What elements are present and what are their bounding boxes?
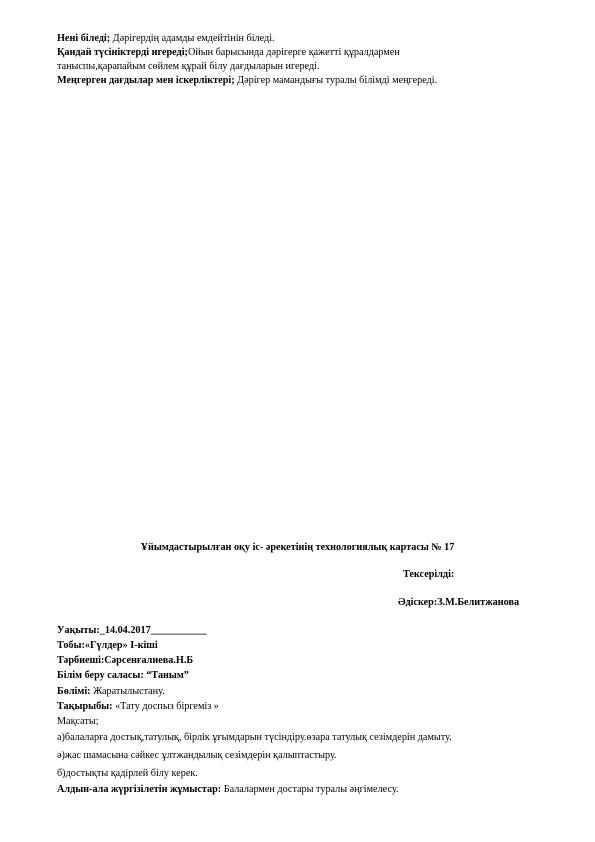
date-line <box>57 625 207 637</box>
skills-text: Дәрігер мамандығы туралы білімді меңгереді. <box>234 75 438 86</box>
section-value: Жаратылыстану. <box>90 686 165 697</box>
date-value: _14.04.2017___________ <box>99 625 207 636</box>
methodist-line: Әдіскер:З.М.Белитжанова <box>398 597 520 608</box>
topic-line <box>57 701 219 713</box>
known-line <box>57 33 275 45</box>
known-label: Нені біледі; <box>57 33 111 44</box>
section-label: Бөлімі: <box>57 686 91 697</box>
goal-b: ә)жас шамасына сәйкес ұлтжандылық сезімдерін қалыптастыру. <box>57 750 337 761</box>
area-label: Білім беру саласы: <box>57 670 144 681</box>
known-text: Дәрігердің адамды емдейтінін біледі. <box>110 33 275 44</box>
topic-label: Тақырыбы: <box>57 701 113 712</box>
skills-line <box>57 75 437 87</box>
date-label: Уақыты: <box>57 625 100 636</box>
concepts-text: Ойын барысында дәрігерге қажетті құралдармен <box>187 47 400 58</box>
concepts-label: Қандай түсініктерді игереді; <box>57 47 188 58</box>
goal-c: б)достықты қадірлей білу керек. <box>57 768 198 779</box>
section-line <box>57 686 165 698</box>
concepts-line <box>57 47 400 59</box>
teacher-line: Тәрбиеші:Сәрсенғалиева.Н.Б <box>57 655 194 666</box>
area-line <box>57 670 189 682</box>
goals-label: Мақсаты; <box>57 716 99 727</box>
goal-a: а)балаларға достық,татулық, бірлік ұғымдарын түсіндіру.өзара татулық сезімдерін дамыту. <box>57 732 452 743</box>
area-value: “Таным” <box>143 670 189 681</box>
prep-label: Алдын-ала жүргізілетін жұмыстар: <box>57 784 222 795</box>
concepts-line-2: таныспы,қарапайым сөйлем құрай білу дағдыларын игереді. <box>57 61 320 72</box>
document-title: Ұйымдастырылған оқу іс- әрекетінің технологиялық картасы № 17 <box>140 542 455 553</box>
prep-line <box>57 784 398 796</box>
group-line: Тобы:«Гүлдер» І-кіші <box>57 640 158 651</box>
prep-value: Балалармен достары туралы әңгімелесу. <box>221 784 399 795</box>
topic-value: «Тату доспыз біргеміз » <box>112 701 219 712</box>
skills-label: Меңгерген дағдылар мен іскерліктері; <box>57 75 235 86</box>
checked-label: Тексерілді: <box>403 569 455 580</box>
